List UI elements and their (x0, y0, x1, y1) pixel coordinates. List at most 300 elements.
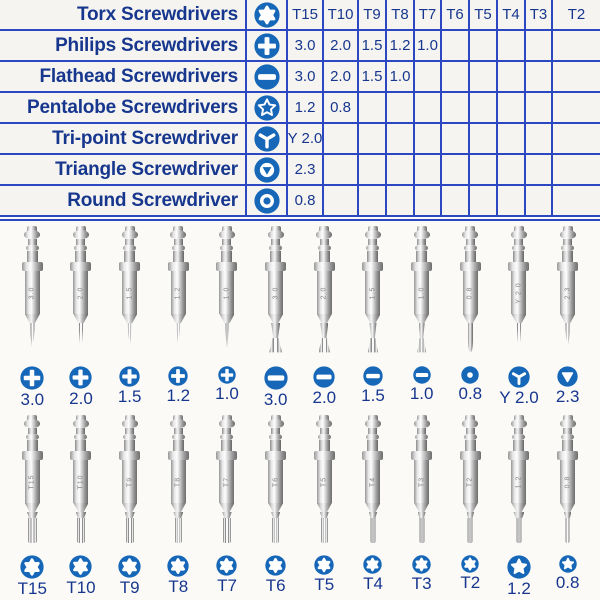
philips-icon (168, 366, 188, 386)
bit-ball (316, 230, 332, 239)
bit-engraving: T15 (28, 473, 36, 490)
bit-shaft (124, 251, 135, 262)
bit-body (463, 460, 478, 503)
bit-taper (219, 314, 234, 323)
bit-engraving: 0.8 (466, 286, 474, 299)
table-row (0, 31, 600, 62)
bit-collar (314, 451, 335, 460)
triangle-icon (245, 155, 286, 184)
size-cell (357, 186, 385, 215)
size-cell: Y 2.0 (286, 124, 322, 153)
bit-shaft (513, 251, 524, 262)
size-cell (440, 124, 468, 153)
bit-size-label: 2.3 (555, 387, 580, 406)
screwdriver-bit (70, 226, 91, 360)
bit-collar (168, 262, 189, 271)
screwdriver-bit (508, 415, 529, 549)
bit-ball (414, 230, 430, 239)
bit-engraving: T10 (77, 473, 85, 490)
bit-shaft (562, 251, 573, 262)
bit-ball (511, 230, 527, 239)
row-label: Flathead Screwdrivers (39, 65, 238, 87)
size-cell: 1.0 (385, 62, 413, 91)
bit-column (57, 415, 106, 598)
bit-engraving: T7 (223, 476, 231, 487)
torx-icon (216, 555, 237, 576)
bit-tip (516, 518, 523, 543)
size-cell (468, 186, 496, 215)
bit-engraving: 2.3 (564, 286, 572, 299)
bit-tip (467, 518, 473, 543)
size-cell (524, 124, 551, 153)
bit-collar (22, 262, 43, 271)
bit-body (560, 271, 575, 314)
bit-collar (460, 451, 481, 460)
bit-taper (268, 314, 283, 323)
bit-taper (25, 503, 40, 512)
bit-tip-area (515, 323, 523, 356)
size-cell (468, 93, 496, 122)
size-cell (322, 155, 357, 184)
bit-collar (362, 451, 383, 460)
bit-tip (417, 338, 426, 354)
size-cell (413, 155, 440, 184)
bit-column (446, 415, 495, 598)
bit-tip-area (563, 323, 572, 356)
bit-column (203, 415, 252, 598)
bit-column (8, 415, 57, 598)
bit-taper (511, 314, 526, 323)
size-cell: T5 (468, 0, 496, 29)
bit-collar (557, 451, 578, 460)
bit-body (414, 271, 429, 314)
round-icon (245, 186, 286, 215)
bit-ball (414, 419, 430, 428)
table-row (0, 93, 600, 124)
bit-shaft (367, 251, 378, 262)
bit-column (543, 226, 592, 409)
bit-ball (73, 419, 89, 428)
bit-size-label: T4 (363, 574, 383, 593)
bit-tip (272, 518, 279, 543)
screwdriver-bit (411, 226, 432, 360)
bit-tip (175, 518, 183, 543)
size-cell: 1.5 (357, 62, 385, 91)
size-cell: 0.8 (322, 93, 357, 122)
bit-column (154, 226, 203, 409)
bit-body (25, 271, 40, 314)
bit-ball (560, 230, 576, 239)
bit-engraving: T8 (174, 476, 182, 487)
bit-collar (265, 262, 286, 271)
bit-tip-area (173, 512, 183, 545)
bit-size-label: T2 (460, 573, 481, 592)
size-cell: 1.2 (286, 93, 322, 122)
bit-collar (216, 451, 237, 460)
philips-icon (218, 366, 236, 384)
bit-size-label: 1.2 (507, 579, 531, 598)
size-cell (357, 93, 385, 122)
size-cell (385, 155, 413, 184)
bit-tip (468, 323, 473, 352)
flathead-icon (264, 366, 288, 390)
bit-body (25, 460, 40, 503)
bit-ball (122, 419, 138, 428)
size-cell: T15 (286, 0, 322, 29)
bit-collar (216, 262, 237, 271)
bit-engraving: T3 (418, 476, 426, 487)
bit-ball (170, 419, 186, 428)
size-cell (440, 31, 468, 60)
size-cell (496, 155, 524, 184)
torx-icon (314, 555, 334, 575)
screwdriver-bit (314, 226, 335, 360)
bit-size-label: T7 (217, 576, 237, 595)
bit-ball (560, 419, 576, 428)
torx-icon (20, 555, 44, 579)
bit-collar (460, 262, 481, 271)
flathead-icon (413, 366, 431, 384)
size-cell: 2.0 (322, 31, 357, 60)
torx-icon (167, 555, 189, 577)
size-cell (551, 31, 600, 60)
size-cell (551, 124, 600, 153)
bit-shaft (124, 440, 135, 451)
bit-tip (321, 518, 328, 543)
bit-shaft (27, 251, 38, 262)
screwdriver-bit (362, 415, 383, 549)
screwdriver-bit (362, 226, 383, 360)
bit-size-label: T15 (17, 579, 47, 598)
size-cell (496, 124, 524, 153)
bit-tip-area (27, 512, 38, 545)
bit-shaft (416, 251, 427, 262)
size-cell: T9 (357, 0, 385, 29)
size-cell (440, 93, 468, 122)
size-cell: T7 (413, 0, 440, 29)
size-cell (322, 186, 357, 215)
bit-ball (219, 419, 235, 428)
bit-row-bottom (0, 415, 600, 598)
size-cell (440, 155, 468, 184)
bit-tip-area (224, 323, 230, 356)
bit-tip (419, 518, 425, 543)
bit-tip-area (125, 512, 135, 545)
screwdriver-bit (119, 226, 140, 360)
bit-tip (126, 323, 134, 354)
bit-shaft (562, 440, 573, 451)
size-cell (496, 31, 524, 60)
bit-body (73, 460, 88, 503)
bit-taper (414, 314, 429, 323)
size-cell (524, 93, 551, 122)
bit-engraving: T4 (369, 476, 377, 487)
bit-collar (508, 262, 529, 271)
bit-engraving: 0.8 (564, 475, 572, 488)
bit-tip-area (564, 512, 572, 545)
round-icon (461, 366, 479, 384)
bit-engraving: 3.0 (272, 286, 280, 299)
bit-tip (565, 518, 569, 543)
bit-tip-area (76, 512, 87, 545)
bit-tip (28, 323, 37, 354)
size-cell (413, 186, 440, 215)
bit-shaft (221, 440, 232, 451)
bit-tip (563, 323, 572, 352)
bit-engraving: 2.0 (77, 286, 85, 299)
bit-tip-area (126, 323, 134, 356)
bit-column (57, 226, 106, 409)
bit-collar (119, 451, 140, 460)
torx-icon (245, 0, 286, 29)
bit-tip (175, 323, 182, 354)
bit-column (300, 415, 349, 598)
torx-icon (118, 555, 141, 578)
bit-tip (269, 338, 282, 354)
bit-body (414, 460, 429, 503)
bit-tip-area (77, 323, 85, 356)
bit-tip-area (269, 323, 282, 356)
screwdriver-bit (119, 415, 140, 549)
table-row (0, 155, 600, 186)
bit-shaft (173, 251, 184, 262)
screwdriver-bit (168, 226, 189, 360)
bit-taper (268, 503, 283, 512)
bit-body (463, 271, 478, 314)
torx-icon (69, 555, 92, 578)
bit-shaft (75, 440, 86, 451)
size-cell (551, 93, 600, 122)
bit-column (446, 226, 495, 409)
bit-engraving: Y 2.0 (515, 281, 523, 304)
bit-ball (170, 230, 186, 239)
bit-taper (171, 503, 186, 512)
bit-ball (73, 230, 89, 239)
bit-size-label: 0.8 (458, 384, 483, 403)
bit-ball (24, 230, 40, 239)
bit-engraving: 1.0 (418, 286, 426, 299)
size-cell: T3 (524, 0, 551, 29)
flathead-icon (313, 366, 335, 388)
bit-size-label: 1.5 (361, 386, 385, 405)
bit-ball (219, 230, 235, 239)
bit-size-label: T6 (265, 576, 286, 595)
bit-engraving: 1.5 (369, 286, 377, 299)
bit-column (495, 415, 544, 598)
bit-taper (219, 503, 234, 512)
bit-body (511, 460, 526, 503)
bit-column (154, 415, 203, 598)
bit-body (365, 271, 380, 314)
bit-tip-area (368, 323, 378, 356)
bit-tip (77, 518, 85, 543)
bit-collar (557, 262, 578, 271)
bit-tip-area (369, 512, 377, 545)
bit-tip (370, 518, 376, 543)
bit-size-label: 3.0 (263, 390, 288, 409)
bit-body (365, 460, 380, 503)
bit-collar (168, 451, 189, 460)
table-row (0, 186, 600, 217)
bit-collar (119, 262, 140, 271)
size-cell (496, 62, 524, 91)
screwdriver-bit (168, 415, 189, 549)
bit-shaft (513, 440, 524, 451)
size-cell: 0.8 (286, 186, 322, 215)
bit-body (73, 271, 88, 314)
bit-collar (265, 451, 286, 460)
bit-size-label: T10 (66, 578, 96, 597)
row-label: Round Screwdriver (67, 189, 238, 211)
bit-tip (319, 338, 331, 354)
bit-ball (316, 419, 332, 428)
row-label: Pentalobe Screwdrivers (26, 96, 238, 118)
bit-body (122, 271, 137, 314)
bit-body (171, 460, 186, 503)
tripoint-icon (245, 124, 286, 153)
size-cell (524, 31, 551, 60)
bit-shaft (465, 440, 476, 451)
bit-column (397, 226, 446, 409)
bit-tip (368, 338, 378, 354)
bit-column (251, 415, 300, 598)
size-cell (413, 124, 440, 153)
bit-tip (223, 518, 230, 543)
torx-icon (461, 555, 479, 573)
bit-taper (317, 314, 332, 323)
philips-icon (20, 366, 44, 390)
size-cell (357, 124, 385, 153)
bit-column (8, 226, 57, 409)
bit-tip (28, 518, 37, 543)
bit-collar (411, 262, 432, 271)
bit-shaft (319, 251, 330, 262)
screwdriver-bit (314, 415, 335, 549)
bit-tip-area (28, 323, 37, 356)
screwdriver-bit (460, 415, 481, 549)
bit-tip-area (222, 512, 231, 545)
bit-tip (224, 323, 230, 354)
bit-taper (560, 314, 575, 323)
row-label: Tri-point Screwdriver (52, 127, 238, 149)
screwdriver-bit (460, 226, 481, 360)
bit-tip-area (417, 323, 426, 356)
size-cell (496, 186, 524, 215)
bit-collar (508, 451, 529, 460)
bit-taper (122, 503, 137, 512)
size-cell: T8 (385, 0, 413, 29)
bit-collar (70, 451, 91, 460)
bit-size-label: 0.8 (555, 573, 580, 592)
bit-shaft (367, 440, 378, 451)
bit-shaft (173, 440, 184, 451)
bit-body (317, 271, 332, 314)
bit-engraving: 1.0 (223, 286, 231, 299)
bit-ball (268, 230, 284, 239)
pentalobe-icon (507, 555, 531, 579)
size-cell (468, 124, 496, 153)
bit-body (511, 271, 526, 314)
bit-tip-area (175, 323, 182, 356)
bit-taper (365, 503, 380, 512)
bit-ball (511, 419, 527, 428)
bit-engraving: 1.2 (174, 286, 182, 299)
bit-ball (365, 230, 381, 239)
bit-taper (511, 503, 526, 512)
size-cell (413, 93, 440, 122)
pentalobe-icon (559, 555, 577, 573)
bit-tip-area (418, 512, 426, 545)
bit-ball (365, 419, 381, 428)
bit-collar (22, 451, 43, 460)
bit-column (495, 226, 544, 409)
size-cell: T2 (551, 0, 600, 29)
bit-shaft (27, 440, 38, 451)
size-cell (440, 186, 468, 215)
bit-tip (515, 323, 523, 354)
table-row (0, 62, 600, 93)
bit-shaft (221, 251, 232, 262)
size-cell (468, 62, 496, 91)
bit-shaft (465, 251, 476, 262)
size-cell (524, 186, 551, 215)
bit-taper (463, 314, 478, 323)
bit-shaft (75, 251, 86, 262)
philips-icon (245, 31, 286, 60)
size-cell: T4 (496, 0, 524, 29)
size-cell (496, 93, 524, 122)
size-cell (468, 155, 496, 184)
row-label: Philips Screwdrivers (55, 34, 238, 56)
bit-engraving: T2 (466, 476, 474, 487)
bit-engraving: 3.0 (28, 286, 36, 299)
bit-column (105, 226, 154, 409)
bit-column (300, 226, 349, 409)
bit-taper (122, 314, 137, 323)
bit-tip-stem (369, 323, 376, 338)
bit-shaft (319, 440, 330, 451)
bit-tip-area (513, 512, 524, 545)
bit-taper (317, 503, 332, 512)
size-cell (551, 186, 600, 215)
bits-area (0, 221, 600, 598)
size-cell: 1.0 (413, 31, 440, 60)
bit-size-label: 1.2 (166, 386, 191, 405)
bit-column (349, 226, 398, 409)
bit-engraving: T5 (320, 476, 328, 487)
row-label: Torx Screwdrivers (77, 3, 238, 25)
torx-icon (363, 555, 382, 574)
bit-column (203, 226, 252, 409)
bit-taper (25, 314, 40, 323)
size-cell: 3.0 (286, 62, 322, 91)
triangle-icon (557, 366, 578, 387)
bit-size-label: T9 (119, 578, 140, 597)
size-cell (440, 62, 468, 91)
screwdriver-bit (216, 415, 237, 549)
bit-engraving: T6 (272, 476, 280, 487)
screwdriver-bit (216, 226, 237, 360)
bit-ball (462, 419, 478, 428)
bit-ball (268, 419, 284, 428)
size-cell: T10 (322, 0, 357, 29)
bit-ball (122, 230, 138, 239)
size-cell (468, 31, 496, 60)
spec-table (0, 0, 600, 217)
size-cell (524, 155, 551, 184)
bit-engraving: 1.5 (126, 286, 134, 299)
bit-column (105, 415, 154, 598)
